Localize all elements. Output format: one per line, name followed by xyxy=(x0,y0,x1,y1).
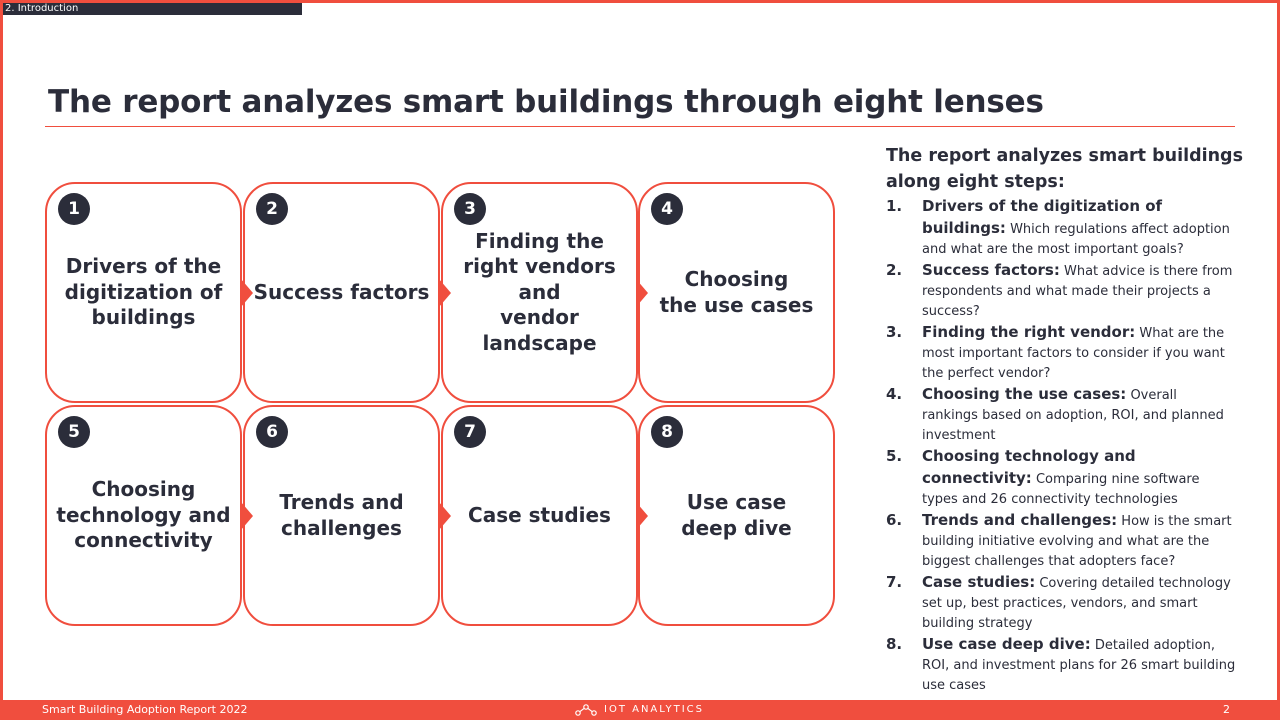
step-number: 3. xyxy=(886,323,903,341)
footer-logo xyxy=(574,700,704,720)
lens-label: Success factors xyxy=(253,279,430,304)
step-description: How is the smart building initiative evolving and what are the biggest challenges that adopters face? xyxy=(922,514,1232,569)
step-number: 2. xyxy=(886,261,903,279)
step-item xyxy=(886,196,1236,260)
chevron-right-icon xyxy=(241,279,253,307)
page-title: The report analyzes smart buildings through eight lenses xyxy=(48,84,1044,120)
step-item xyxy=(886,384,1236,446)
footer-bar xyxy=(0,700,1280,720)
lens-label: Finding the right vendors and vendor landscape xyxy=(463,228,616,355)
lens-number-badge: 7 xyxy=(454,416,486,448)
chevron-right-icon xyxy=(636,279,648,307)
step-number: 8. xyxy=(886,635,903,653)
lens-number-badge: 5 xyxy=(58,416,90,448)
step-number: 7. xyxy=(886,573,903,591)
footer-logo-text: IOT ANALYTICS xyxy=(604,704,705,715)
step-item xyxy=(886,510,1236,572)
step-item xyxy=(886,322,1236,384)
lens-card xyxy=(45,405,242,626)
step-number: 1. xyxy=(886,197,903,215)
step-title: Use case deep dive: xyxy=(922,635,1091,653)
chevron-right-icon xyxy=(439,279,451,307)
lens-label: Drivers of the digitization of buildings xyxy=(64,254,223,330)
step-item xyxy=(886,260,1236,322)
footer-report-name: Smart Building Adoption Report 2022 xyxy=(42,703,248,716)
steps-list xyxy=(886,196,1236,696)
lens-card xyxy=(243,405,440,626)
page-number: 2 xyxy=(1223,703,1230,716)
lens-label: Use case deep dive xyxy=(681,490,792,540)
step-title: Success factors: xyxy=(922,261,1060,279)
step-description: Overall rankings based on adoption, ROI, and planned investment xyxy=(922,388,1224,443)
lens-card xyxy=(638,405,835,626)
step-item xyxy=(886,634,1236,696)
step-title: Case studies: xyxy=(922,573,1036,591)
lens-card xyxy=(45,182,242,403)
lens-label: Case studies xyxy=(468,502,611,527)
step-title: Choosing technology and connectivity: xyxy=(922,447,1136,487)
lens-number-badge: 4 xyxy=(651,193,683,225)
step-number: 4. xyxy=(886,385,903,403)
lens-card xyxy=(441,182,638,403)
left-border xyxy=(0,0,3,720)
lens-number-badge: 3 xyxy=(454,193,486,225)
chevron-right-icon xyxy=(439,502,451,530)
lens-number-badge: 8 xyxy=(651,416,683,448)
section-tag: 2. Introduction xyxy=(3,3,302,15)
title-divider xyxy=(45,126,1235,127)
step-description: What are the most important factors to consider if you want the perfect vendor? xyxy=(922,326,1225,381)
lens-label: Trends and challenges xyxy=(279,490,404,540)
step-number: 5. xyxy=(886,447,903,465)
lens-card xyxy=(441,405,638,626)
step-item xyxy=(886,446,1236,510)
step-description: What advice is there from respondents and what made their projects a success? xyxy=(922,264,1233,319)
steps-heading: The report analyzes smart buildings along eight steps: xyxy=(886,146,1243,192)
step-title: Drivers of the digitization of buildings: xyxy=(922,197,1163,237)
step-description: Which regulations affect adoption and what are the most important goals? xyxy=(922,222,1230,257)
chevron-right-icon xyxy=(636,502,648,530)
lens-number-badge: 6 xyxy=(256,416,288,448)
chevron-right-icon xyxy=(241,502,253,530)
step-title: Finding the right vendor: xyxy=(922,323,1136,341)
lens-number-badge: 2 xyxy=(256,193,288,225)
lens-label: Choosing technology and connectivity xyxy=(56,477,231,553)
lens-card xyxy=(243,182,440,403)
step-item xyxy=(886,572,1236,634)
step-number: 6. xyxy=(886,511,903,529)
lens-label: Choosing the use cases xyxy=(659,267,814,317)
step-description: Covering detailed technology set up, best practices, vendors, and smart building strategy xyxy=(922,576,1231,631)
lens-number-badge: 1 xyxy=(58,193,90,225)
step-description: Detailed adoption, ROI, and investment plans for 26 smart building use cases xyxy=(922,638,1236,693)
step-title: Trends and challenges: xyxy=(922,511,1118,529)
step-title: Choosing the use cases: xyxy=(922,385,1127,403)
lens-card xyxy=(638,182,835,403)
network-logo-icon xyxy=(574,703,598,717)
step-description: Comparing nine software types and 26 connectivity technologies xyxy=(922,472,1200,507)
